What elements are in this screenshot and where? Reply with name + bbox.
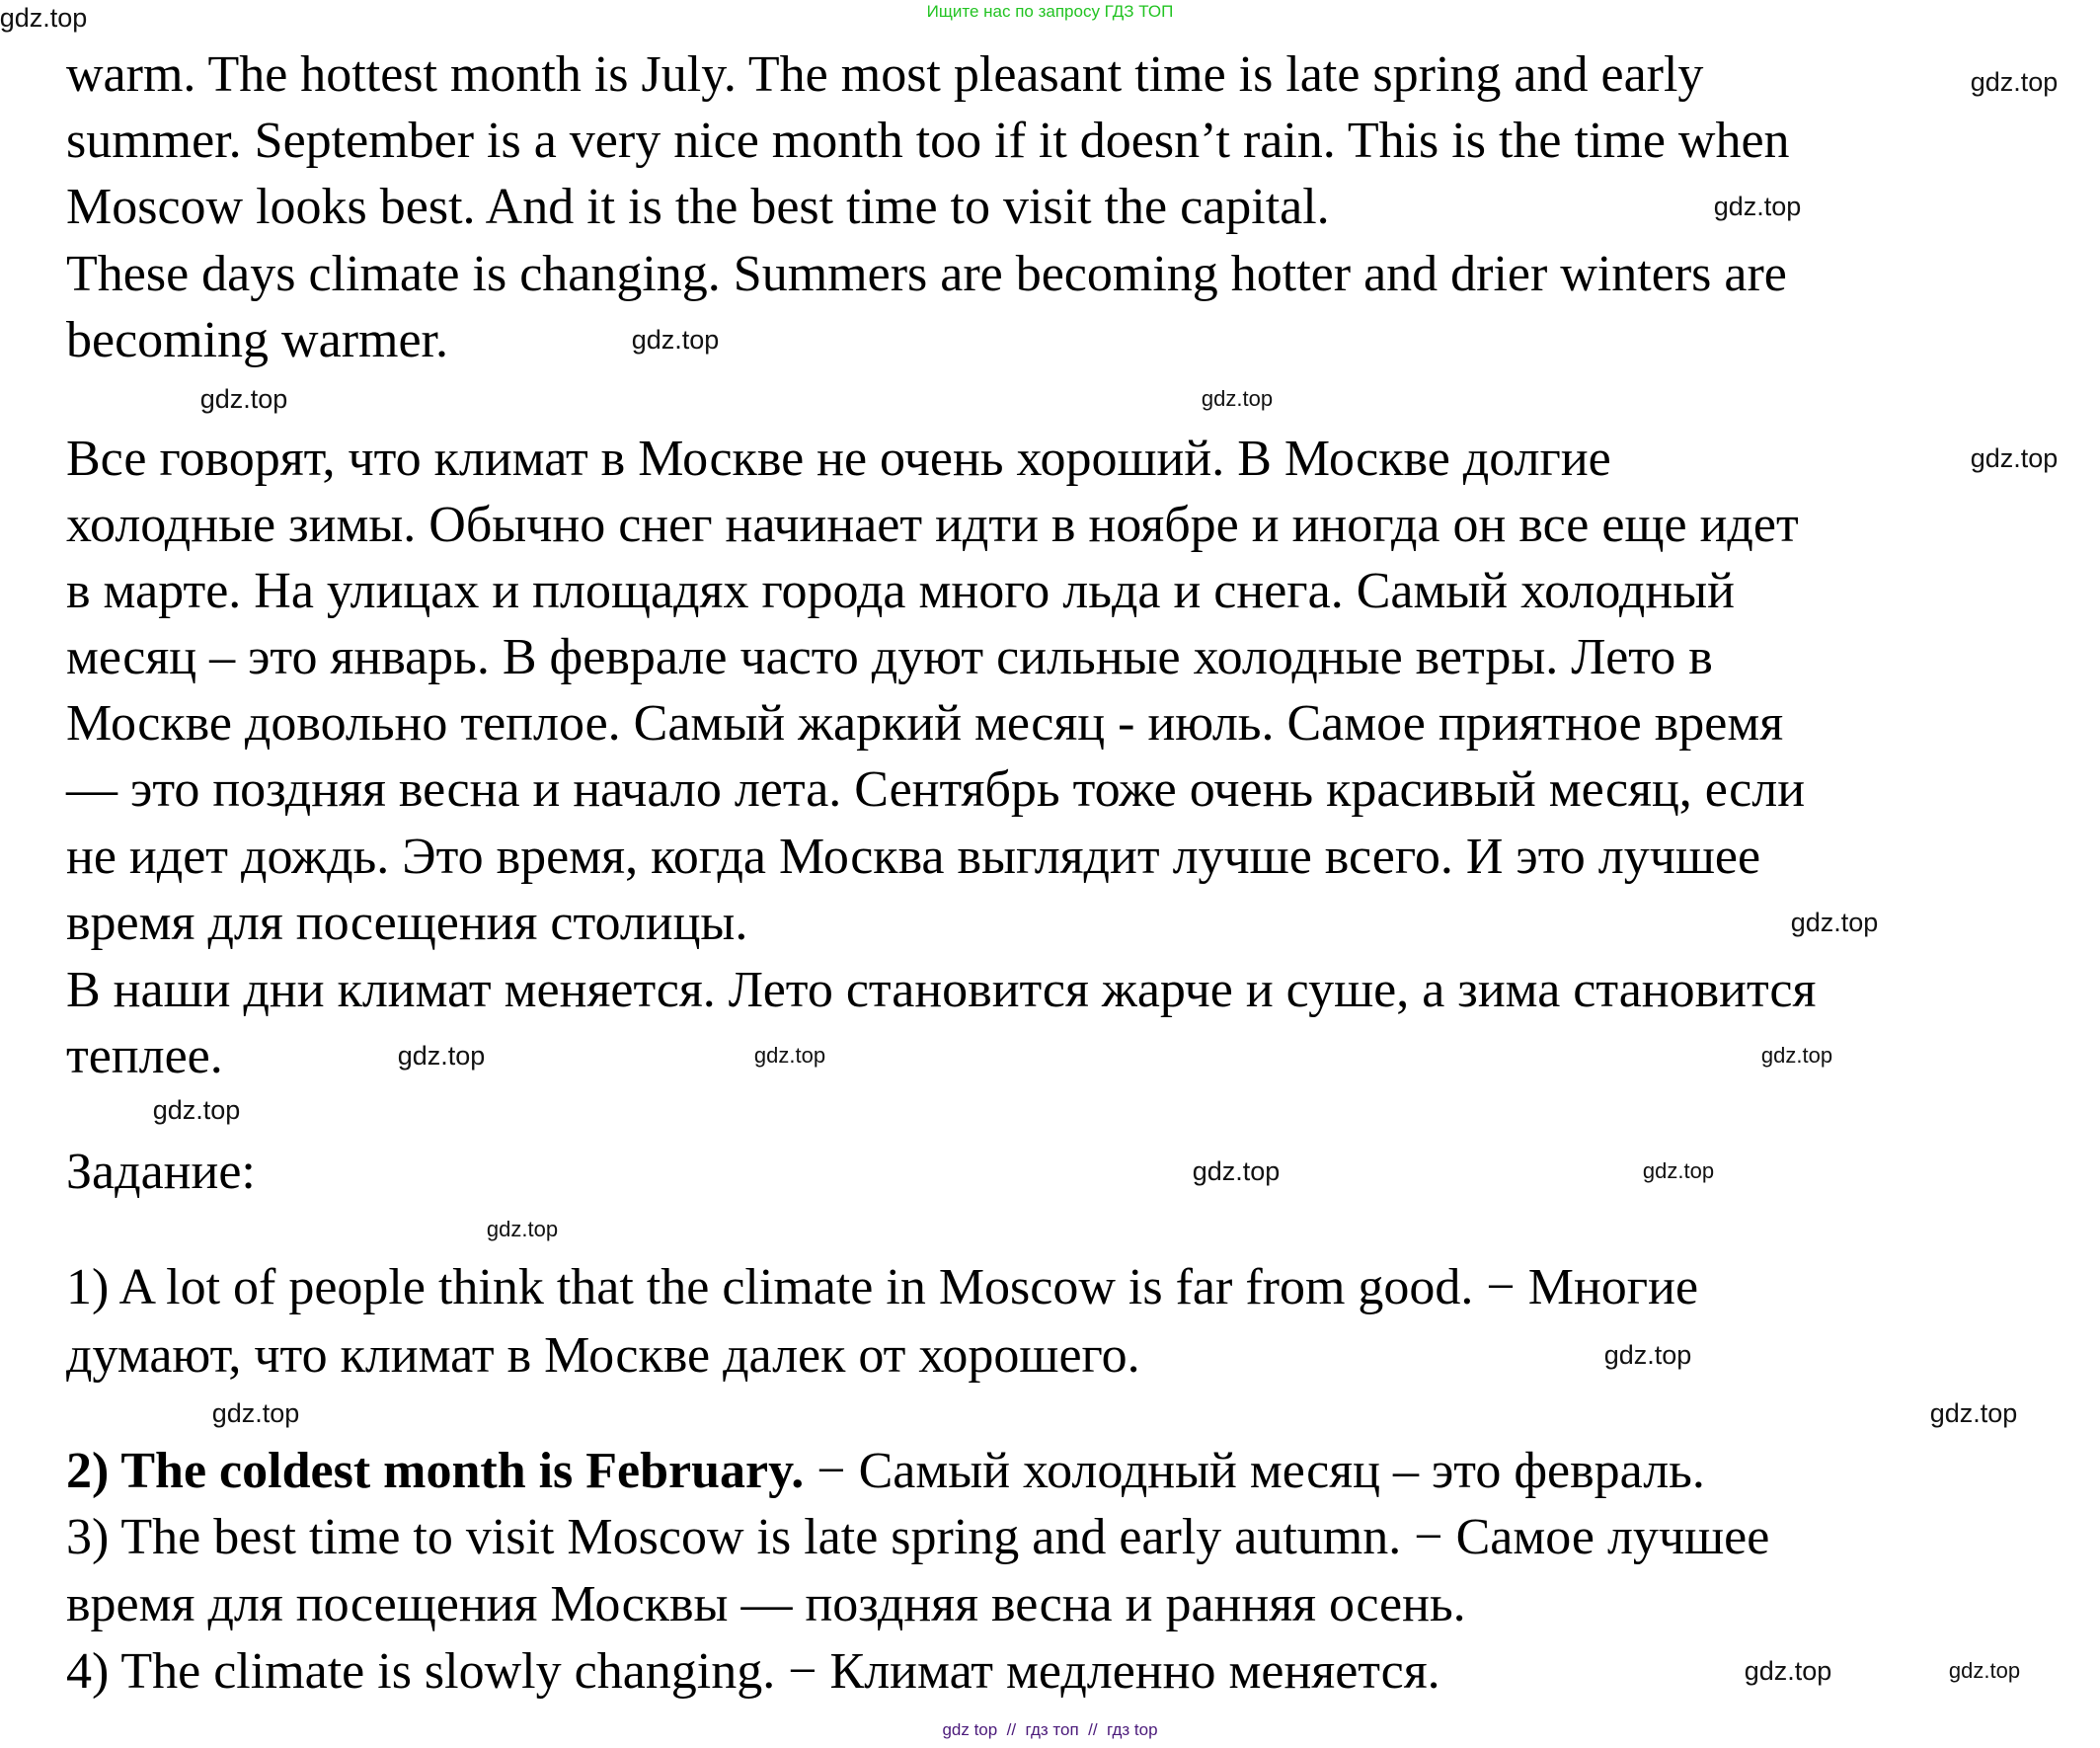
answer-4: 4) The climate is slowly changing. − Климат медленно меняется.	[66, 1643, 1440, 1700]
text-line: becoming warmer.	[66, 312, 448, 368]
watermark: gdz.top	[1970, 443, 2059, 473]
answer-1-line-2: думают, что климат в Москве далек от хорошего.	[66, 1327, 1140, 1384]
text-line: Moscow looks best. And it is the best time to visit the capital.	[66, 179, 1330, 235]
watermark: gdz.top	[1603, 1340, 1692, 1370]
watermark: gdz.top	[1201, 386, 1274, 411]
text-line: время для посещения столицы.	[66, 895, 748, 951]
watermark: gdz.top	[753, 1043, 826, 1068]
answer-2-english: 2) The coldest month is February.	[66, 1443, 805, 1499]
watermark: gdz.top	[1192, 1156, 1281, 1186]
bottom-banner-text[interactable]: gdz top // гдз топ // гдз top	[942, 1720, 1158, 1739]
text-line: summer. September is a very nice month too if it doesn’t rain. This is the time when	[66, 113, 1790, 169]
answer-3-line-2: время для посещения Москвы — поздняя весна и ранняя осень.	[66, 1576, 1466, 1632]
watermark: gdz.top	[1744, 1656, 1832, 1686]
text-line: месяц – это январь. В феврале часто дуют сильные холодные ветры. Лето в	[66, 629, 1713, 685]
watermark: gdz.top	[1713, 192, 1802, 221]
answer-3-line-1: 3) The best time to visit Moscow is late spring and early autumn. − Самое лучшее	[66, 1509, 1770, 1565]
text-line: не идет дождь. Это время, когда Москва выглядит лучше всего. И это лучшее	[66, 829, 1761, 885]
watermark: gdz.top	[152, 1095, 241, 1125]
watermark: gdz.top	[1790, 908, 1879, 937]
watermark: gdz.top	[1948, 1658, 2021, 1683]
top-banner[interactable]: Ищите нас по запросу ГДЗ ТОП	[926, 2, 1174, 21]
text-line: Москве довольно теплое. Самый жаркий месяц - июль. Самое приятное время	[66, 695, 1784, 752]
text-line: в марте. На улицах и площадях города много льда и снега. Самый холодный	[66, 563, 1735, 619]
text-line: холодные зимы. Обычно снег начинает идти в ноябре и иногда он все еще идет	[66, 497, 1799, 553]
watermark: gdz.top	[1970, 67, 2059, 97]
watermark: gdz.top	[397, 1041, 486, 1071]
text-line: В наши дни климат меняется. Лето становится жарче и суше, а зима становится	[66, 962, 1817, 1018]
answer-2	[66, 1438, 1705, 1504]
watermark: gdz.top	[1760, 1043, 1833, 1068]
text-line: These days climate is changing. Summers are becoming hotter and drier winters are	[66, 246, 1787, 302]
watermark: gdz.top	[631, 325, 720, 355]
watermark: gdz.top	[0, 3, 88, 33]
bottom-banner[interactable]	[0, 1720, 2100, 1740]
watermark: gdz.top	[1929, 1398, 2018, 1428]
answer-2-russian: − Самый холодный месяц – это февраль.	[804, 1443, 1705, 1499]
text-line: Все говорят, что климат в Москве не очень хороший. В Москве долгие	[66, 431, 1611, 487]
text-line: — это поздняя весна и начало лета. Сентябрь тоже очень красивый месяц, если	[66, 761, 1806, 818]
watermark: gdz.top	[1642, 1158, 1715, 1183]
text-line: теплее.	[66, 1028, 223, 1084]
answer-1-line-1: 1) A lot of people think that the climate in Moscow is far from good. − Многие	[66, 1259, 1699, 1315]
watermark: gdz.top	[486, 1217, 559, 1241]
watermark: gdz.top	[211, 1398, 300, 1428]
text-line: warm. The hottest month is July. The most pleasant time is late spring and early	[66, 46, 1704, 103]
task-heading: Задание:	[66, 1144, 256, 1200]
watermark: gdz.top	[199, 384, 288, 414]
